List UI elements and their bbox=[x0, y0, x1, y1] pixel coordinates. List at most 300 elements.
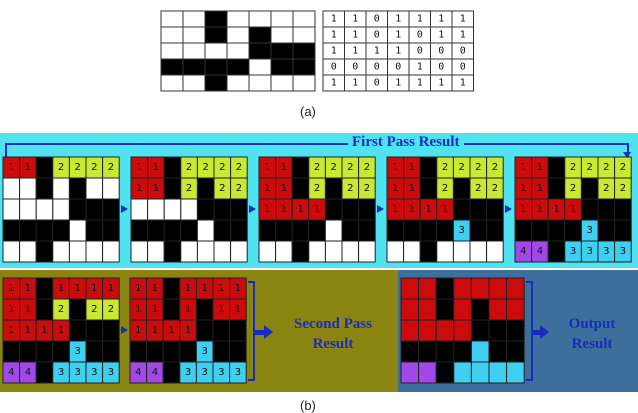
grid-cell bbox=[183, 27, 205, 43]
grid-cell bbox=[183, 59, 205, 75]
grid-cell bbox=[259, 220, 276, 241]
matrix-value: 1 bbox=[395, 29, 402, 41]
first-pass-step-4 bbox=[386, 156, 504, 264]
grid-cell bbox=[53, 341, 70, 362]
second-pass-step-2 bbox=[129, 277, 247, 385]
cell-label: 4 bbox=[520, 246, 527, 257]
grid-cell bbox=[36, 220, 53, 241]
grid-cell bbox=[147, 341, 164, 362]
cell-label: 2 bbox=[107, 304, 115, 315]
grid-cell bbox=[548, 178, 565, 199]
first-pass-step-2 bbox=[130, 156, 248, 264]
grid-cell bbox=[401, 320, 419, 341]
cell-label: 1 bbox=[280, 162, 288, 173]
matrix-value: 1 bbox=[416, 61, 423, 73]
grid-cell bbox=[197, 241, 214, 262]
grid-cell bbox=[507, 320, 525, 341]
cell-label: 2 bbox=[603, 183, 610, 194]
cell-label: 2 bbox=[91, 162, 98, 173]
matrix-value: 1 bbox=[352, 13, 359, 25]
matrix-value: 0 bbox=[330, 61, 337, 73]
matrix-value: 0 bbox=[373, 61, 380, 73]
cell-label: 1 bbox=[536, 183, 544, 194]
grid-cell bbox=[3, 341, 20, 362]
grid-cell bbox=[164, 157, 181, 178]
grid-cell bbox=[161, 43, 183, 59]
matrix-value: 0 bbox=[373, 29, 380, 41]
arrow-right-icon bbox=[121, 205, 128, 213]
caption-b: (b) bbox=[300, 398, 316, 413]
matrix-value: 1 bbox=[416, 13, 423, 25]
grid-cell bbox=[164, 178, 181, 199]
second-pass-label bbox=[274, 314, 392, 354]
grid-cell bbox=[231, 199, 248, 220]
grid-cell bbox=[183, 11, 205, 27]
grid-cell bbox=[36, 199, 53, 220]
grid-cell bbox=[276, 241, 293, 262]
grid-cell bbox=[548, 220, 565, 241]
grid-cell bbox=[401, 278, 419, 299]
matrix-value: 1 bbox=[352, 29, 359, 41]
grid-cell bbox=[387, 241, 404, 262]
cell-label: 1 bbox=[218, 283, 225, 294]
grid-cell bbox=[231, 220, 248, 241]
cell-label: 2 bbox=[441, 162, 449, 173]
cell-label: 2 bbox=[185, 162, 193, 173]
grid-cell bbox=[325, 199, 342, 220]
cell-label: 2 bbox=[107, 162, 115, 173]
matrix-value: 1 bbox=[459, 77, 466, 89]
grid-cell bbox=[131, 220, 148, 241]
cell-label: 1 bbox=[184, 325, 192, 336]
cell-label: 2 bbox=[74, 162, 81, 173]
cell-label: 3 bbox=[91, 367, 98, 378]
grid-cell bbox=[342, 220, 359, 241]
cell-label: 3 bbox=[586, 225, 593, 236]
matrix-value: 0 bbox=[373, 77, 380, 89]
cell-label: 4 bbox=[536, 246, 544, 257]
matrix-value: 1 bbox=[395, 45, 402, 57]
grid-cell bbox=[69, 320, 86, 341]
grid-cell bbox=[249, 27, 271, 43]
grid-cell bbox=[163, 278, 180, 299]
grid-cell bbox=[161, 27, 183, 43]
cell-label: 1 bbox=[74, 283, 81, 294]
cell-label: 2 bbox=[441, 183, 449, 194]
grid-cell bbox=[293, 43, 315, 59]
arrow-right-icon bbox=[249, 205, 256, 213]
cell-label: 2 bbox=[491, 162, 499, 173]
grid-cell bbox=[230, 320, 247, 341]
grid-cell bbox=[325, 220, 342, 241]
cell-label: 3 bbox=[74, 346, 81, 357]
grid-cell bbox=[419, 320, 437, 341]
grid-cell bbox=[148, 199, 165, 220]
grid-cell bbox=[249, 59, 271, 75]
grid-cell bbox=[103, 320, 120, 341]
cell-label: 2 bbox=[569, 162, 577, 173]
grid-cell bbox=[565, 220, 582, 241]
grid-cell bbox=[205, 75, 227, 91]
grid-cell bbox=[401, 299, 419, 320]
cell-label: 1 bbox=[152, 162, 160, 173]
cell-label: 1 bbox=[280, 204, 288, 215]
arrow-right-icon bbox=[540, 325, 549, 339]
arrow-right-icon bbox=[377, 205, 384, 213]
cell-label: 2 bbox=[219, 162, 226, 173]
grid-cell bbox=[20, 341, 37, 362]
grid-cell bbox=[86, 178, 103, 199]
cell-label: 1 bbox=[135, 304, 142, 315]
grid-cell bbox=[86, 199, 103, 220]
grid-cell bbox=[454, 299, 472, 320]
grid-cell bbox=[196, 320, 213, 341]
grid-cell bbox=[20, 220, 37, 241]
grid-cell bbox=[205, 43, 227, 59]
grid-cell bbox=[309, 220, 326, 241]
grid-cell bbox=[470, 241, 487, 262]
cell-label: 2 bbox=[458, 162, 465, 173]
matrix-value: 1 bbox=[438, 29, 445, 41]
cell-label: 2 bbox=[491, 183, 499, 194]
cell-label: 4 bbox=[135, 367, 142, 378]
grid-cell bbox=[131, 241, 148, 262]
grid-cell bbox=[420, 241, 437, 262]
cell-label: 2 bbox=[219, 183, 226, 194]
grid-cell bbox=[359, 199, 376, 220]
grid-cell bbox=[36, 362, 53, 383]
grid-cell bbox=[581, 199, 598, 220]
cell-label: 1 bbox=[408, 204, 416, 215]
second-pass-label-line-1: Second Pass bbox=[294, 316, 372, 332]
grid-cell bbox=[293, 59, 315, 75]
grid-cell bbox=[271, 75, 293, 91]
cell-label: 4 bbox=[8, 367, 15, 378]
grid-cell bbox=[453, 199, 470, 220]
cell-label: 2 bbox=[363, 183, 371, 194]
grid-cell bbox=[36, 341, 53, 362]
grid-cell bbox=[164, 199, 181, 220]
cell-label: 1 bbox=[569, 204, 577, 215]
cell-label: 1 bbox=[168, 325, 175, 336]
grid-cell bbox=[454, 362, 472, 383]
cell-label: 1 bbox=[392, 162, 399, 173]
matrix-value: 1 bbox=[395, 77, 402, 89]
grid-cell bbox=[292, 157, 309, 178]
grid-cell bbox=[271, 59, 293, 75]
grid-cell bbox=[292, 241, 309, 262]
grid-cell bbox=[163, 362, 180, 383]
cell-label: 1 bbox=[8, 325, 15, 336]
grid-cell bbox=[489, 362, 507, 383]
second-pass-label-line-2: Result bbox=[312, 336, 354, 352]
grid-cell bbox=[487, 220, 504, 241]
cell-label: 1 bbox=[408, 183, 416, 194]
cell-label: 1 bbox=[264, 204, 271, 215]
grid-cell bbox=[103, 178, 120, 199]
cell-label: 1 bbox=[392, 204, 399, 215]
grid-cell bbox=[436, 299, 454, 320]
grid-cell bbox=[487, 199, 504, 220]
grid-cell bbox=[470, 220, 487, 241]
matrix-value: 0 bbox=[459, 61, 466, 73]
grid-cell bbox=[598, 220, 615, 241]
grid-cell bbox=[3, 220, 20, 241]
cell-label: 3 bbox=[57, 367, 65, 378]
cell-label: 1 bbox=[520, 183, 527, 194]
grid-cell bbox=[453, 178, 470, 199]
grid-cell bbox=[436, 362, 454, 383]
output-bracket bbox=[526, 281, 533, 381]
cell-label: 2 bbox=[313, 183, 321, 194]
cell-label: 1 bbox=[24, 283, 32, 294]
grid-cell bbox=[231, 241, 248, 262]
grid-cell bbox=[163, 341, 180, 362]
output-label bbox=[550, 314, 634, 354]
grid-cell bbox=[420, 178, 437, 199]
grid-cell bbox=[20, 199, 37, 220]
cell-label: 1 bbox=[107, 283, 115, 294]
binary-image-a bbox=[160, 10, 318, 94]
cell-label: 1 bbox=[313, 204, 321, 215]
cell-label: 2 bbox=[235, 183, 243, 194]
cell-label: 2 bbox=[619, 162, 627, 173]
grid-cell bbox=[197, 178, 214, 199]
output-label-line-1: Output bbox=[568, 316, 616, 332]
grid-cell bbox=[342, 199, 359, 220]
cell-label: 1 bbox=[184, 283, 192, 294]
matrix-value: 1 bbox=[330, 13, 337, 25]
grid-cell bbox=[36, 278, 53, 299]
cell-label: 3 bbox=[569, 246, 577, 257]
grid-cell bbox=[271, 27, 293, 43]
cell-label: 2 bbox=[313, 162, 321, 173]
cell-label: 2 bbox=[330, 162, 337, 173]
grid-cell bbox=[20, 178, 37, 199]
cell-label: 1 bbox=[536, 204, 544, 215]
matrix-value: 0 bbox=[438, 45, 445, 57]
grid-cell bbox=[214, 241, 231, 262]
grid-cell bbox=[196, 299, 213, 320]
grid-cell bbox=[3, 241, 20, 262]
matrix-value: 1 bbox=[438, 77, 445, 89]
matrix-value: 1 bbox=[373, 45, 380, 57]
cell-label: 1 bbox=[553, 204, 560, 215]
grid-cell bbox=[489, 299, 507, 320]
grid-cell bbox=[183, 43, 205, 59]
cell-label: 1 bbox=[218, 304, 225, 315]
grid-cell bbox=[148, 241, 165, 262]
cell-label: 1 bbox=[8, 162, 15, 173]
output-grid bbox=[400, 277, 526, 385]
grid-cell bbox=[401, 341, 419, 362]
cell-label: 3 bbox=[201, 367, 208, 378]
cell-label: 1 bbox=[136, 183, 143, 194]
grid-cell bbox=[69, 199, 86, 220]
grid-cell bbox=[293, 75, 315, 91]
cell-label: 3 bbox=[184, 367, 192, 378]
first-pass-step-5 bbox=[514, 156, 632, 264]
grid-cell bbox=[404, 220, 421, 241]
second-pass-step-1 bbox=[2, 277, 120, 385]
matrix-value: 0 bbox=[416, 29, 423, 41]
grid-cell bbox=[181, 199, 198, 220]
grid-cell bbox=[163, 299, 180, 320]
cell-label: 1 bbox=[91, 283, 98, 294]
grid-cell bbox=[181, 241, 198, 262]
grid-cell bbox=[471, 278, 489, 299]
grid-cell bbox=[325, 241, 342, 262]
cell-label: 1 bbox=[151, 283, 159, 294]
grid-cell bbox=[342, 241, 359, 262]
cell-label: 2 bbox=[475, 183, 482, 194]
grid-cell bbox=[103, 341, 120, 362]
matrix-value: 1 bbox=[352, 45, 359, 57]
cell-label: 1 bbox=[536, 162, 544, 173]
cell-label: 3 bbox=[603, 246, 610, 257]
grid-cell bbox=[148, 220, 165, 241]
cell-label: 3 bbox=[218, 367, 225, 378]
grid-cell bbox=[507, 362, 525, 383]
cell-label: 1 bbox=[136, 162, 143, 173]
grid-cell bbox=[53, 220, 70, 241]
grid-cell bbox=[404, 241, 421, 262]
matrix-value: 0 bbox=[395, 61, 402, 73]
cell-label: 1 bbox=[184, 304, 192, 315]
cell-label: 3 bbox=[74, 367, 81, 378]
cell-label: 1 bbox=[151, 304, 159, 315]
grid-cell bbox=[214, 220, 231, 241]
cell-label: 1 bbox=[135, 283, 142, 294]
grid-cell bbox=[507, 299, 525, 320]
matrix-value: 1 bbox=[330, 77, 337, 89]
cell-label: 3 bbox=[107, 367, 115, 378]
cell-label: 4 bbox=[24, 367, 32, 378]
cell-label: 1 bbox=[441, 204, 449, 215]
grid-cell bbox=[276, 220, 293, 241]
cell-label: 1 bbox=[408, 162, 416, 173]
cell-label: 1 bbox=[201, 283, 208, 294]
grid-cell bbox=[130, 341, 147, 362]
cell-label: 3 bbox=[201, 346, 208, 357]
matrix-value: 1 bbox=[330, 29, 337, 41]
grid-cell bbox=[292, 220, 309, 241]
grid-cell bbox=[271, 11, 293, 27]
grid-cell bbox=[86, 320, 103, 341]
grid-cell bbox=[86, 220, 103, 241]
first-pass-title: First Pass Result bbox=[348, 134, 464, 151]
cell-label: 2 bbox=[586, 162, 593, 173]
grid-cell bbox=[86, 341, 103, 362]
grid-cell bbox=[419, 299, 437, 320]
cell-label: 1 bbox=[264, 183, 271, 194]
grid-cell bbox=[227, 27, 249, 43]
grid-cell bbox=[227, 75, 249, 91]
cell-label: 1 bbox=[234, 304, 242, 315]
grid-cell bbox=[227, 43, 249, 59]
grid-cell bbox=[69, 178, 86, 199]
grid-cell bbox=[205, 11, 227, 27]
matrix-value: 1 bbox=[330, 45, 337, 57]
cell-label: 1 bbox=[234, 283, 242, 294]
grid-cell bbox=[437, 220, 454, 241]
cell-label: 1 bbox=[24, 162, 32, 173]
grid-cell bbox=[548, 157, 565, 178]
cell-label: 1 bbox=[425, 204, 432, 215]
grid-cell bbox=[53, 199, 70, 220]
grid-cell bbox=[197, 199, 214, 220]
cell-label: 1 bbox=[264, 162, 271, 173]
cell-label: 2 bbox=[475, 162, 482, 173]
cell-label: 1 bbox=[57, 283, 65, 294]
grid-cell bbox=[161, 75, 183, 91]
grid-cell bbox=[436, 278, 454, 299]
arrow-right-icon bbox=[121, 326, 128, 334]
matrix-value: 1 bbox=[395, 13, 402, 25]
cell-label: 2 bbox=[347, 183, 354, 194]
grid-cell bbox=[161, 59, 183, 75]
cell-label: 1 bbox=[520, 162, 527, 173]
grid-cell bbox=[507, 278, 525, 299]
grid-cell bbox=[419, 278, 437, 299]
matrix-value: 1 bbox=[352, 77, 359, 89]
grid-cell bbox=[271, 43, 293, 59]
grid-cell bbox=[227, 59, 249, 75]
grid-cell bbox=[309, 241, 326, 262]
cell-label: 3 bbox=[458, 225, 465, 236]
grid-cell bbox=[181, 220, 198, 241]
grid-cell bbox=[164, 241, 181, 262]
cell-label: 1 bbox=[24, 325, 32, 336]
grid-cell bbox=[401, 362, 419, 383]
grid-cell bbox=[3, 199, 20, 220]
cell-label: 1 bbox=[520, 204, 527, 215]
matrix-value: 0 bbox=[416, 45, 423, 57]
grid-cell bbox=[197, 220, 214, 241]
cell-label: 2 bbox=[363, 162, 371, 173]
grid-cell bbox=[436, 341, 454, 362]
grid-cell bbox=[227, 11, 249, 27]
grid-cell bbox=[161, 11, 183, 27]
first-pass-bracket bbox=[5, 143, 629, 157]
cell-label: 4 bbox=[151, 367, 159, 378]
grid-cell bbox=[259, 241, 276, 262]
grid-cell bbox=[131, 199, 148, 220]
grid-cell bbox=[293, 27, 315, 43]
grid-cell bbox=[53, 241, 70, 262]
grid-cell bbox=[36, 241, 53, 262]
cell-label: 1 bbox=[135, 325, 142, 336]
grid-cell bbox=[293, 11, 315, 27]
grid-cell bbox=[387, 220, 404, 241]
grid-cell bbox=[487, 241, 504, 262]
grid-cell bbox=[249, 11, 271, 27]
grid-cell bbox=[103, 220, 120, 241]
grid-cell bbox=[20, 241, 37, 262]
grid-cell bbox=[36, 178, 53, 199]
grid-cell bbox=[103, 199, 120, 220]
caption-a: (a) bbox=[300, 104, 316, 119]
cell-label: 3 bbox=[619, 246, 627, 257]
grid-cell bbox=[470, 199, 487, 220]
binary-matrix-a bbox=[322, 10, 476, 94]
grid-cell bbox=[164, 220, 181, 241]
grid-cell bbox=[489, 341, 507, 362]
grid-cell bbox=[3, 178, 20, 199]
grid-cell bbox=[615, 199, 632, 220]
grid-cell bbox=[249, 43, 271, 59]
output-label-line-2: Result bbox=[571, 336, 613, 352]
